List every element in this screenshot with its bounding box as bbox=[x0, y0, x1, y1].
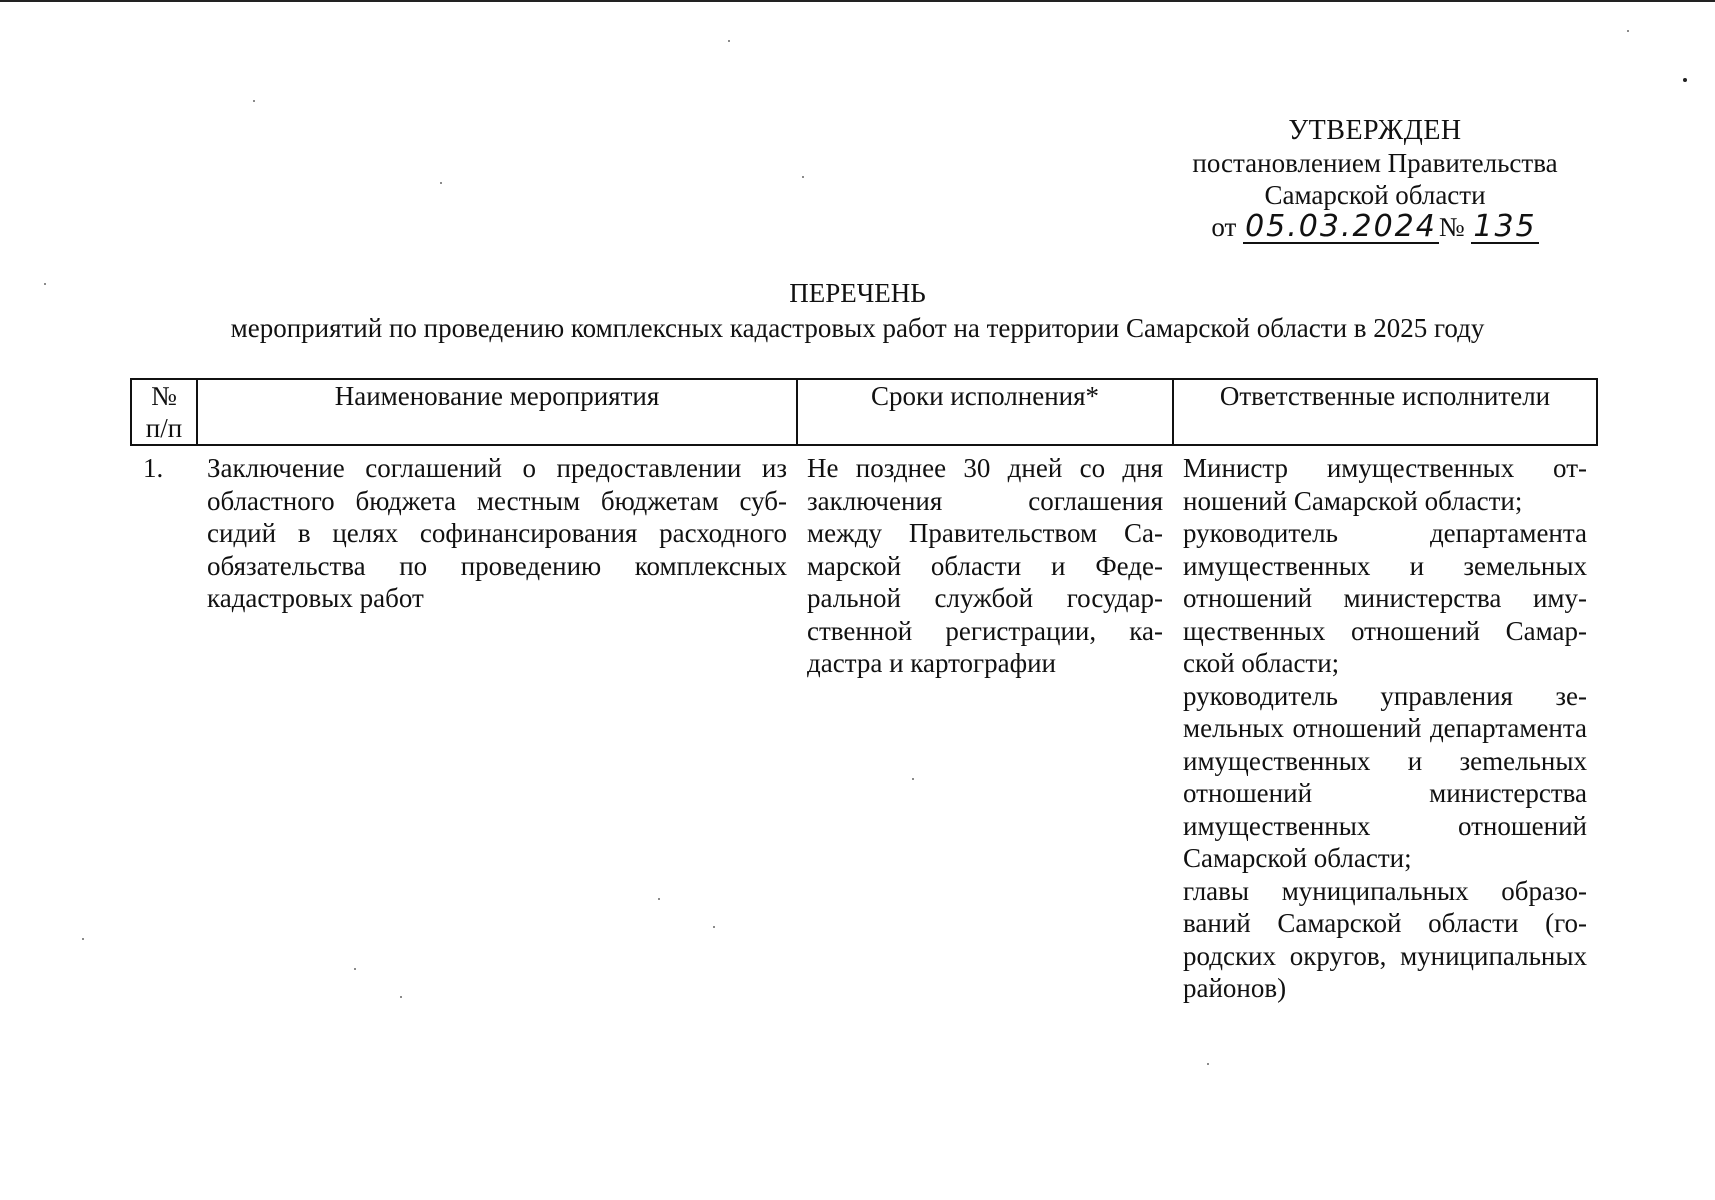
measures-table-wrapper bbox=[130, 378, 1596, 1005]
responsible-item: руководитель департамента имущественных и земельных отношений министерства имущественных отношений Самарской области; bbox=[1183, 518, 1587, 678]
scan-speck bbox=[253, 100, 255, 102]
scan-speck bbox=[1627, 30, 1629, 32]
scan-speck bbox=[44, 283, 46, 285]
scan-speck bbox=[440, 182, 442, 184]
measures-table bbox=[130, 378, 1598, 1005]
responsible-item: Министр имущественных отношений Самарской области; bbox=[1183, 453, 1587, 516]
row-name: Заключение соглашений о предоставлении из областного бюджета местным бюджетам субсидий в целях софинансирования расходного обязательства по проведению комплексных кадастровых работ bbox=[207, 453, 787, 613]
approval-heading: УТВЕРЖДЕН bbox=[1288, 115, 1462, 146]
scan-speck bbox=[713, 926, 715, 928]
header-name: Наименование мероприятия bbox=[197, 379, 797, 445]
header-deadline: Сроки исполнения* bbox=[797, 379, 1173, 445]
date-prefix: от bbox=[1211, 212, 1237, 242]
header-responsible: Ответственные исполнители bbox=[1173, 379, 1597, 445]
approval-issuer: постановлением Правительства bbox=[1192, 148, 1558, 178]
scan-speck bbox=[354, 968, 356, 970]
scan-speck bbox=[1683, 78, 1687, 82]
scan-speck bbox=[912, 778, 914, 780]
table-row bbox=[131, 445, 1597, 1005]
table-header-row bbox=[131, 379, 1597, 445]
document-title: ПЕРЕЧЕНЬ bbox=[789, 278, 926, 308]
row-responsible bbox=[1173, 445, 1597, 1005]
scan-speck bbox=[400, 996, 402, 998]
scan-speck bbox=[658, 898, 660, 900]
approval-region: Самарской области bbox=[1264, 180, 1486, 210]
responsible-item: руководитель управления земельных отношений департамента имущественных и зеmельных отношений министерства имущественных отношений Самарской области; bbox=[1183, 680, 1587, 873]
scan-speck bbox=[802, 176, 804, 178]
approval-stamp bbox=[1150, 115, 1600, 244]
handwritten-number: 135 bbox=[1473, 209, 1537, 244]
row-deadline: Не позднее 30 дней со дня заключения соглашения между Правительством Самарской области и Федеральной службой государственной регистрации, кадастра и картографии bbox=[807, 453, 1163, 678]
number-prefix: № bbox=[1438, 212, 1465, 242]
document-subtitle: мероприятий по проведению комплексных кадастровых работ на территории Самарской области в 2025 году bbox=[230, 313, 1485, 343]
page-top-border bbox=[0, 0, 1715, 2]
scan-speck bbox=[1207, 1063, 1209, 1065]
row-num: 1. bbox=[143, 453, 164, 483]
handwritten-date: 05.03.2024 bbox=[1245, 209, 1437, 244]
scan-speck bbox=[82, 938, 84, 940]
responsible-item: главы муниципальных образований Самарской области (городских округов, муниципальных районов) bbox=[1183, 875, 1587, 1003]
header-num: № п/п bbox=[131, 379, 197, 445]
scan-speck bbox=[728, 40, 730, 42]
approval-date-line bbox=[1150, 211, 1600, 244]
